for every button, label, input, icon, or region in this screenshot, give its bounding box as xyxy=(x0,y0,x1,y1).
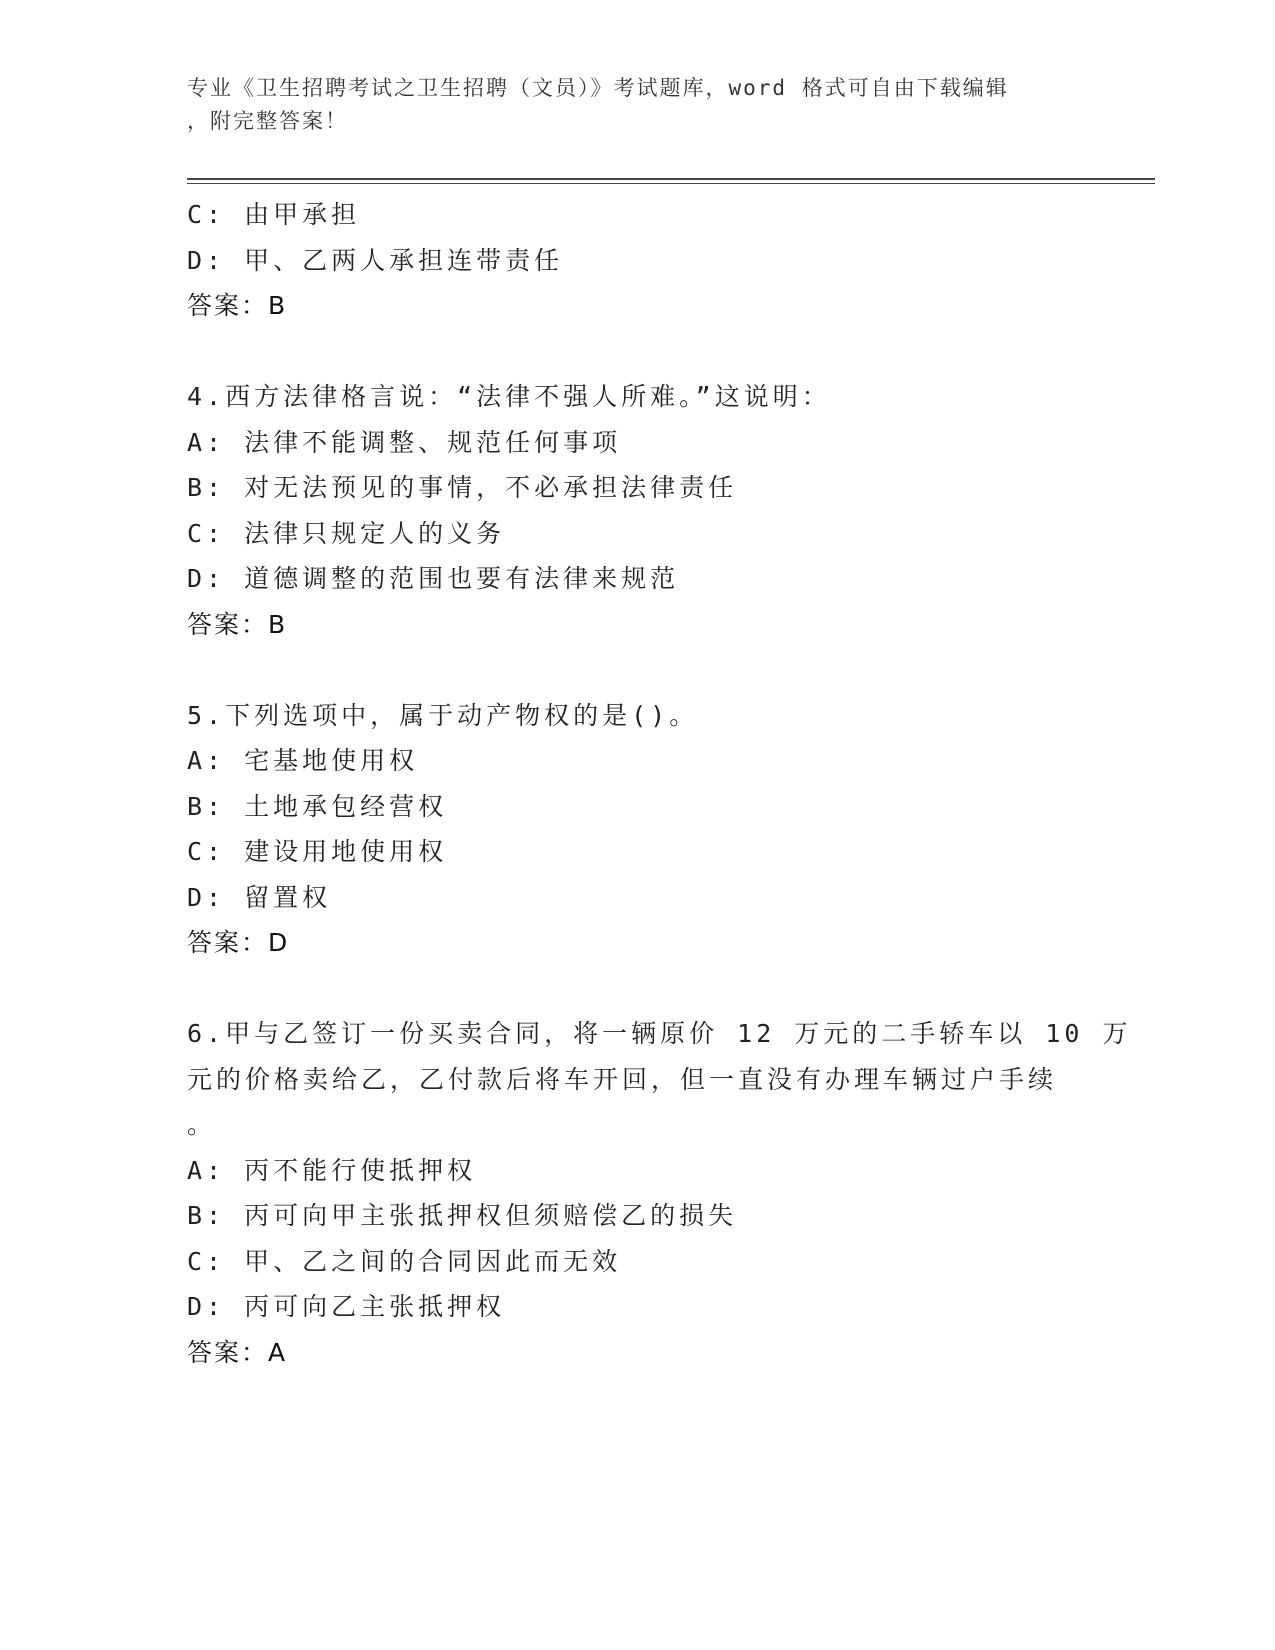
answer-line: 答案：B xyxy=(187,609,288,639)
question-stem-line-1: 6.甲与乙签订一份买卖合同，将一辆原价 12 万元的二手轿车以 10 万 xyxy=(187,1019,1132,1048)
option-a: A: 丙不能行使抵押权 xyxy=(187,1155,477,1185)
option-c: C: 建设用地使用权 xyxy=(187,837,448,866)
answer-line: 答案：A xyxy=(187,1337,288,1367)
question-stem: 5.下列选项中，属于动产物权的是()。 xyxy=(187,700,699,730)
question-stem: 4.西方法律格言说：“法律不强人所难。”这说明： xyxy=(187,382,831,411)
document-header xyxy=(187,72,1067,138)
header-divider-top xyxy=(187,178,1155,180)
question-stem-line-3: 。 xyxy=(187,1110,217,1139)
option-c: C: 由甲承担 xyxy=(187,200,361,229)
header-line-2: ，附完整答案！ xyxy=(187,109,348,133)
question-6 xyxy=(187,1011,1132,1375)
answer-line: 答案：B xyxy=(187,291,288,320)
option-d: D: 留置权 xyxy=(187,882,332,912)
question-3-partial xyxy=(187,192,1067,329)
option-b: B: 土地承包经营权 xyxy=(187,791,448,821)
option-c: C: 法律只规定人的义务 xyxy=(187,518,506,548)
answer-line: 答案：D xyxy=(187,928,290,957)
option-a: A: 宅基地使用权 xyxy=(187,746,419,775)
option-d: D: 甲、乙两人承担连带责任 xyxy=(187,245,564,275)
header-divider-bottom xyxy=(187,183,1155,184)
header-line-1: 专业《卫生招聘考试之卫生招聘（文员）》考试题库，word 格式可自由下载编辑 xyxy=(187,76,1009,100)
option-a: A: 法律不能调整、规范任何事项 xyxy=(187,427,622,457)
option-b: B: 对无法预见的事情，不必承担法律责任 xyxy=(187,473,738,502)
option-d: D: 丙可向乙主张抵押权 xyxy=(187,1292,506,1321)
option-c: C: 甲、乙之间的合同因此而无效 xyxy=(187,1246,622,1276)
option-b: B: 丙可向甲主张抵押权但须赔偿乙的损失 xyxy=(187,1201,738,1230)
question-5 xyxy=(187,693,1067,966)
option-d: D: 道德调整的范围也要有法律来规范 xyxy=(187,564,680,593)
question-list xyxy=(187,192,1132,1375)
question-4 xyxy=(187,374,1067,647)
question-stem-line-2: 元的价格卖给乙，乙付款后将车开回，但一直没有办理车辆过户手续 xyxy=(187,1064,1058,1094)
